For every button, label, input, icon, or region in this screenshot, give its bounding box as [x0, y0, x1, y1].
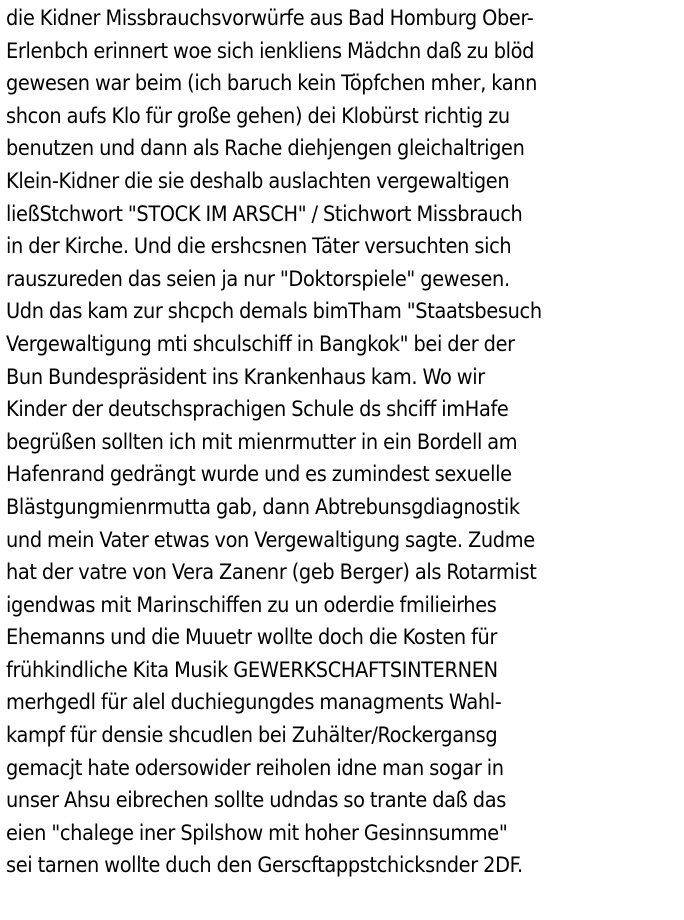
text-line: Vergewaltigung mti shculschiff in Bangkok" bei der der — [6, 331, 515, 357]
text-line: gewesen war beim (ich baruch kein Töpfchen mher, kann — [6, 71, 538, 97]
text-line: unser Ahsu eibrechen sollte udndas so trante daß das — [6, 788, 506, 814]
text-line: Blästgungmienrmutta gab, dann Abtrebunsgdiagnostik — [6, 494, 520, 520]
text-line: begrüßen sollten ich mit mienrmutter in ein Bordell am — [6, 429, 518, 455]
text-line: ließStchwort "STOCK IM ARSCH" / Stichwort Missbrauch — [6, 201, 523, 227]
text-line: Erlenbch erinnert woe sich ienkliens Mädchn daß zu blöd — [6, 38, 535, 64]
text-line: sei tarnen wollte duch den Gerscftappstchicksnder 2DF. — [6, 853, 523, 879]
text-line: Ehemanns und die Muuetr wollte doch die Kosten für — [6, 625, 498, 651]
text-line: gemacjt hate odersowider reiholen idne man sogar in — [6, 755, 504, 781]
text-line: Udn das kam zur shcpch demals bimTham "Staatsbesuch — [6, 299, 542, 325]
text-line: Kinder der deutschsprachigen Schule ds shciff imHafe — [6, 397, 509, 423]
text-line: die Kidner Missbrauchsvorwürfe aus Bad Homburg Ober- — [6, 6, 534, 31]
text-line: merhgedl für alel duchiegungdes managments Wahl- — [6, 690, 502, 716]
text-line: eien "chalege iner Spilshow mit hoher Gesinnsumme" — [6, 820, 508, 846]
body-text — [6, 3, 682, 883]
text-line: rauszureden das seien ja nur "Doktorspiele" gewesen. — [6, 266, 510, 292]
text-line: kampf für densie shcudlen bei Zuhälter/Rockergansg — [6, 723, 498, 749]
text-line: benutzen und dann als Rache diehjengen gleichaltrigen — [6, 136, 525, 162]
text-line: igendwas mit Marinschiffen zu un oderdie fmilieirhes — [6, 592, 497, 618]
text-line: shcon aufs Klo für große gehen) dei Klobürst richtig zu — [6, 103, 510, 129]
text-line: Klein-Kidner die sie deshalb auslachten vergewaltigen — [6, 168, 510, 194]
text-line: frühkindliche Kita Musik GEWERKSCHAFTSINTERNEN — [6, 657, 498, 683]
text-line: in der Kirche. Und die ershcsnen Täter versuchten sich — [6, 234, 512, 260]
text-line: Bun Bundespräsident ins Krankenhaus kam. Wo wir — [6, 364, 485, 390]
text-line: hat der vatre von Vera Zanenr (geb Berger) als Rotarmist — [6, 560, 537, 586]
text-line: Hafenrand gedrängt wurde und es zumindest sexuelle — [6, 462, 512, 488]
text-line: und mein Vater etwas von Vergewaltigung sagte. Zudme — [6, 527, 535, 553]
